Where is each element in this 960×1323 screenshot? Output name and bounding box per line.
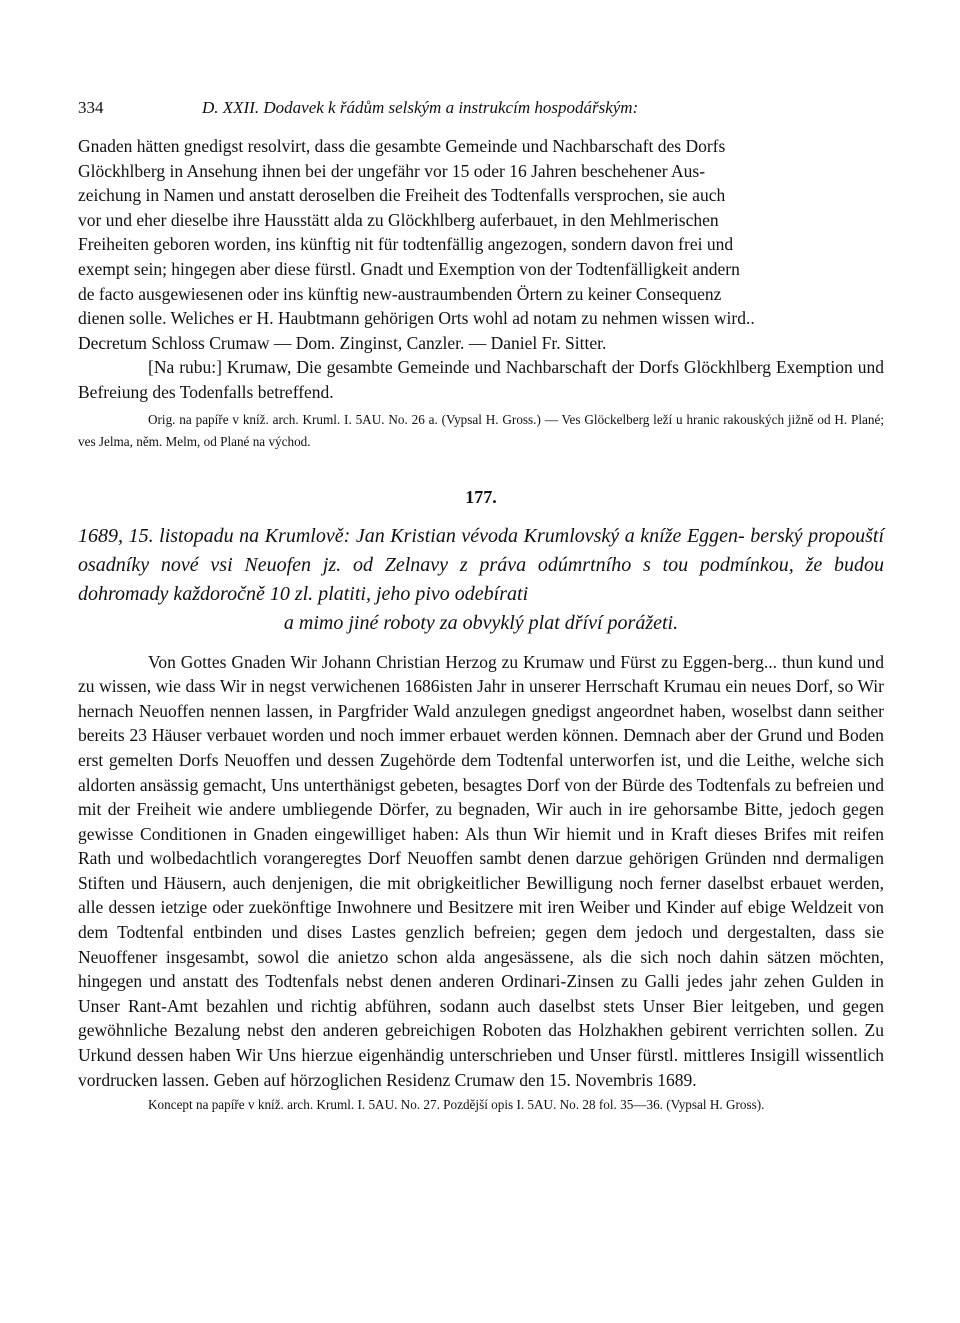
document-source-note: Koncept na papíře v kníž. arch. Kruml. I. 5AU. No. 27. Pozdější opis I. 5AU. No. 28 fol. 35—36. (Vypsal H. Gross). (148, 1097, 765, 1113)
text-line: Gnaden hätten gnedigst resolvirt, dass die gesambte Gemeinde und Nachbarschaft des Dorfs (78, 136, 726, 156)
document-regest (78, 522, 884, 638)
text-line: dienen solle. Weliches er H. Haubtmann gehörigen Orts wohl ad notam zu nehmen wissen wird.. (78, 308, 755, 329)
page-header (78, 98, 884, 128)
regest-line: berský propouští osadníky nové vsi Neuofen jz. od Zelnavy z práva odúmrtního (78, 524, 885, 576)
text-line: Glöckhlberg in Ansehung ihnen bei der ungefähr vor 15 oder 16 Jahren beschehener Aus- (78, 160, 706, 181)
document-number: 177. (465, 486, 497, 507)
document-body: Von Gottes Gnaden Wir Johann Christian Herzog zu Krumaw und Fürst zu Eggen-berg... thun kund und zu wissen, wie dass Wir in negst verwichenen 1686isten Jahr in unserer Herrschaft Krumau ein neues Dorf, so Wir hernach Neuoffen nennen lassen, in Pargfrider Wald anzulegen gnedigst angeordnet haben, woselbst dann seither bereits 23 Häuser verbauet worden und noch immer erbauet werden können. Demnach aber der Grund und Boden erst gemelten Dorfs Neuoffen und dessen Zugehörde dem Todtenfal unterworfen ist, und die Leithe, welche sich aldorten ansässig gemacht, Uns unterthänigst gebeten, besagtes Dorf von der Bürde des Todtenfals zu befreien und mit der Freiheit wie andere umbliegende Dörfer, zu begnaden, Wir auch in ire gehorsambe Bitte, jedoch gegen gewisse Conditionen in Gnaden eingewilliget haben: Als thun Wir hiemit und in Kraft dieses Brifes mit reifen Rath und wolbedachtlich vorangeregtes Dorf Neuoffen sambt denen darzue gehörigen Gründen nnd dermaligen Stiften und Häusern, auch denjenigen, die mit obrigkeitlicher Bewilligung noch ferner daselbst erbauet werden, alle dessen ietzige oder zuekönftige Inwohnere und Besitzere mit iren Weiber und Kinder auf ebige Weldzeit von dem Todtenfal entbinden und dises Lastes genzlich befreien; gegen dem jedoch und dergestalten, dass sie Neuoffener insgesambt, sowol die anietzo schon alda angesässene, als die sich noch dahin sätzen möchten, hingegen und anstatt des Todtenfals nebst denen anderen Ordinari-Zinsen zu Galli jedes jahr zehen Gulden in Unser Rant-Amt bezahlen und richtig abführen, sodann auch daselbst stets Unser Bier leitgeben, und gegen gewöhnliche Bezalung nebst den anderen gebreichigen Roboten das Holzhakhen gebirent verrichten sollen. Zu Urkund dessen haben Wir Uns hierzue eigenhändig unterschrieben und Unser fürstl. mittleres Insigill wissentlich vordrucken lassen. Geben auf hörzoglichen Residenz Crumaw den 15. Novembris 1689. (78, 651, 884, 1090)
rubric-note: [Na rubu:] Krumaw, Die gesambte Gemeinde und Nachbarschaft der Dorfs Glöckhlberg Exemption und Befreiung des Todenfalls betreffend. (78, 357, 884, 402)
source-note: Orig. na papíře v kníž. arch. Kruml. I. 5AU. No. 26 a. (Vypsal H. Gross.) — Ves Glöckelberg leží u hranic rakouských jižně od H. Plané; ves Jelma, něm. Melm, od Plané na východ. (78, 411, 884, 449)
page (78, 98, 884, 1116)
text-line: Freiheiten geboren worden, ins künftig nit für todtenfällig angezogen, sondern davon frei und (78, 234, 734, 255)
text-line: zeichung in Namen und anstatt deroselben die Freiheit des Todtenfalls versprochen, sie auch (78, 185, 726, 206)
text-line: vor und eher dieselbe ihre Hausstätt alda zu Glöckhlberg auferbauet, in den Mehlmerischen (78, 209, 719, 230)
running-title: D. XXII. Dodavek k řádům selským a instrukcím hospodářským: (202, 98, 639, 117)
continued-text (78, 134, 884, 355)
text-line: Decretum Schloss Crumaw — Dom. Zinginst, Canzler. — Daniel Fr. Sitter. (78, 332, 607, 353)
page-number: 334 (78, 98, 104, 117)
regest-line-last: a mimo jiné roboty za obvyklý plat dříví porážeti. (283, 611, 679, 634)
text-line: exempt sein; hingegen aber diese fürstl. Gnadt und Exemption von der Todtenfälligkeit andern (78, 258, 740, 279)
regest-line: s tou podmínkou, že budou dohromady každoročně 10 zl. platiti, jeho pivo odebírati (78, 553, 885, 605)
text-line: de facto ausgewiesenen oder ins künftig new-austraumbenden Örtern zu keiner Consequenz (78, 283, 722, 304)
regest-line: 1689, 15. listopadu na Krumlově: Jan Kristian vévoda Krumlovský a kníže Eggen- (78, 524, 745, 547)
